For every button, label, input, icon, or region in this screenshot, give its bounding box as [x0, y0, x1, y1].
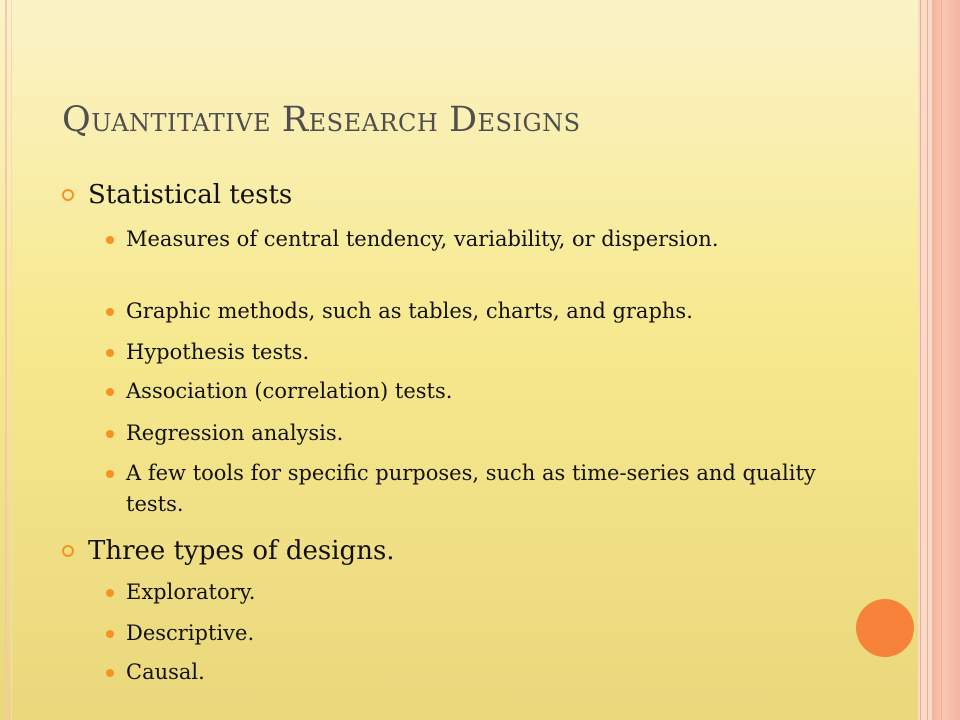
bullet-item: Association (correlation) tests.	[126, 376, 826, 407]
bullet-item: A few tools for specific purposes, such as time-series and quality tests.	[126, 458, 826, 520]
bullet-item: Graphic methods, such as tables, charts, and graphs.	[126, 296, 826, 327]
bullet-item: Exploratory.	[126, 577, 826, 608]
bullet-heading-three-types: Three types of designs.	[88, 536, 395, 566]
title-word: QUANTITATIVE	[62, 100, 272, 140]
right-decor-line	[927, 0, 928, 720]
bullet-item: Measures of central tendency, variability, or dispersion.	[126, 224, 826, 255]
title-word: RESEARCH	[281, 100, 439, 140]
bullet-item: Causal.	[126, 657, 826, 688]
left-border-line	[5, 0, 7, 720]
title-word: DESIGNS	[448, 100, 581, 140]
left-border-line-inner	[11, 0, 12, 720]
right-decor-stripe	[932, 0, 960, 720]
decorative-circle	[856, 599, 914, 657]
bullet-item: Hypothesis tests.	[126, 337, 826, 368]
right-decor-line	[941, 0, 942, 720]
bullet-item: Regression analysis.	[126, 418, 826, 449]
bullet-heading-statistical-tests: Statistical tests	[88, 180, 293, 210]
slide-title	[62, 100, 581, 140]
bullet-item: Descriptive.	[126, 618, 826, 649]
right-decor-line	[920, 0, 921, 720]
